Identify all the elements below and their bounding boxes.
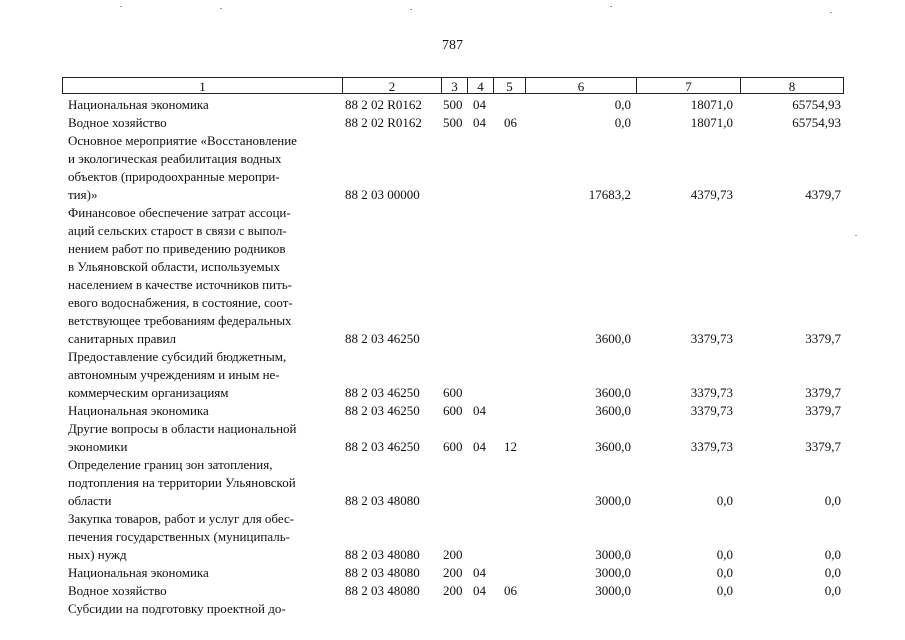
description-line: Определение границ зон затопления, xyxy=(68,457,273,472)
description-line: автономным учреждениям и иным не- xyxy=(68,367,280,382)
row-description xyxy=(68,204,336,348)
row-value-col8: 65754,93 xyxy=(792,97,841,112)
row-value-col8: 0,0 xyxy=(824,493,841,508)
description-line: Другие вопросы в области национальной xyxy=(68,421,297,436)
row-value-col6: 3000,0 xyxy=(595,583,631,598)
header-col-2: 2 xyxy=(342,77,441,94)
description-line: области xyxy=(68,493,112,508)
row-value-col8: 3379,7 xyxy=(805,331,841,346)
description-line: Национальная экономика xyxy=(68,565,209,580)
row-value-col6: 3000,0 xyxy=(595,565,631,580)
row-value-col7: 0,0 xyxy=(716,583,733,598)
row-expense-type: 200 xyxy=(443,565,463,580)
description-line: тия)» xyxy=(68,187,98,202)
description-line: Субсидии на подготовку проектной до- xyxy=(68,601,286,616)
row-value-col6: 3000,0 xyxy=(595,493,631,508)
row-description xyxy=(68,96,336,114)
row-value-col7: 4379,73 xyxy=(690,187,733,202)
row-code: 88 2 03 48080 xyxy=(345,583,420,598)
row-code: 88 2 03 48080 xyxy=(345,565,420,580)
row-value-col8: 3379,7 xyxy=(805,439,841,454)
table-row xyxy=(0,456,905,510)
row-value-col6: 0,0 xyxy=(614,115,631,130)
row-code: 88 2 03 46250 xyxy=(345,385,420,400)
description-line: нением работ по приведению родников xyxy=(68,241,286,256)
table-row xyxy=(0,510,905,564)
table-body xyxy=(0,96,905,618)
row-expense-type: 500 xyxy=(443,97,463,112)
row-value-col7: 18071,0 xyxy=(690,97,733,112)
row-value-col8: 3379,7 xyxy=(805,385,841,400)
row-description xyxy=(68,456,336,510)
row-description xyxy=(68,564,336,582)
row-description xyxy=(68,510,336,564)
description-line: печения государственных (муниципаль- xyxy=(68,529,291,544)
description-line: Национальная экономика xyxy=(68,97,209,112)
description-line: Национальная экономика xyxy=(68,403,209,418)
description-line: Финансовое обеспечение затрат ассоци- xyxy=(68,205,291,220)
description-line: и экологическая реабилитация водных xyxy=(68,151,282,166)
table-header xyxy=(0,77,905,95)
row-code: 88 2 03 46250 xyxy=(345,439,420,454)
header-col-5: 5 xyxy=(493,77,525,94)
row-value-col6: 3600,0 xyxy=(595,439,631,454)
row-section: 04 xyxy=(473,115,486,130)
row-value-col6: 17683,2 xyxy=(588,187,631,202)
description-line: ветствующее требованиям федеральных xyxy=(68,313,292,328)
row-value-col6: 3600,0 xyxy=(595,403,631,418)
row-value-col7: 3379,73 xyxy=(690,403,733,418)
description-line: Закупка товаров, работ и услуг для обес- xyxy=(68,511,295,526)
row-section: 04 xyxy=(473,583,486,598)
table-row xyxy=(0,96,905,114)
row-description xyxy=(68,600,336,618)
row-subsection: 06 xyxy=(504,115,517,130)
header-col-1: 1 xyxy=(62,77,342,94)
row-section: 04 xyxy=(473,565,486,580)
row-code: 88 2 03 46250 xyxy=(345,331,420,346)
scan-speck xyxy=(610,6,612,7)
row-subsection: 06 xyxy=(504,583,517,598)
table-row xyxy=(0,114,905,132)
row-description xyxy=(68,582,336,600)
description-line: Водное хозяйство xyxy=(68,583,167,598)
header-col-3: 3 xyxy=(441,77,467,94)
row-value-col7: 18071,0 xyxy=(690,115,733,130)
description-line: санитарных правил xyxy=(68,331,176,346)
row-description xyxy=(68,348,336,402)
description-line: ных) нужд xyxy=(68,547,127,562)
row-value-col6: 3000,0 xyxy=(595,547,631,562)
row-value-col8: 65754,93 xyxy=(792,115,841,130)
description-line: экономики xyxy=(68,439,128,454)
description-line: в Ульяновской области, используемых xyxy=(68,259,280,274)
row-code: 88 2 02 R0162 xyxy=(345,115,422,130)
description-line: евого водоснабжения, в состояние, соот- xyxy=(68,295,293,310)
description-line: Предоставление субсидий бюджетным, xyxy=(68,349,287,364)
table-row xyxy=(0,402,905,420)
table-row xyxy=(0,348,905,402)
row-code: 88 2 03 48080 xyxy=(345,493,420,508)
description-line: объектов (природоохранные меропри- xyxy=(68,169,280,184)
description-line: коммерческим организациям xyxy=(68,385,229,400)
scan-speck xyxy=(220,8,222,9)
table-row xyxy=(0,420,905,456)
row-code: 88 2 03 46250 xyxy=(345,403,420,418)
scan-speck xyxy=(120,6,122,7)
row-value-col8: 0,0 xyxy=(824,547,841,562)
row-code: 88 2 03 48080 xyxy=(345,547,420,562)
row-value-col7: 3379,73 xyxy=(690,385,733,400)
row-code: 88 2 02 R0162 xyxy=(345,97,422,112)
row-value-col8: 0,0 xyxy=(824,565,841,580)
scan-speck xyxy=(855,235,857,236)
description-line: населением в качестве источников пить- xyxy=(68,277,293,292)
row-value-col6: 0,0 xyxy=(614,97,631,112)
header-col-4: 4 xyxy=(467,77,493,94)
row-expense-type: 200 xyxy=(443,583,463,598)
row-value-col7: 0,0 xyxy=(716,565,733,580)
row-section: 04 xyxy=(473,97,486,112)
row-value-col7: 0,0 xyxy=(716,493,733,508)
row-value-col7: 3379,73 xyxy=(690,331,733,346)
row-expense-type: 200 xyxy=(443,547,463,562)
table-row xyxy=(0,600,905,618)
row-description xyxy=(68,402,336,420)
row-section: 04 xyxy=(473,403,486,418)
row-description xyxy=(68,420,336,456)
row-description xyxy=(68,132,336,204)
row-value-col7: 0,0 xyxy=(716,547,733,562)
table-row xyxy=(0,204,905,348)
row-expense-type: 600 xyxy=(443,385,463,400)
table-row xyxy=(0,564,905,582)
scan-speck xyxy=(410,9,412,10)
header-col-8: 8 xyxy=(740,77,844,94)
row-value-col8: 0,0 xyxy=(824,583,841,598)
row-expense-type: 500 xyxy=(443,115,463,130)
description-line: Основное мероприятие «Восстановление xyxy=(68,133,297,148)
row-expense-type: 600 xyxy=(443,403,463,418)
table-row xyxy=(0,132,905,204)
description-line: аций сельских старост в связи с выпол- xyxy=(68,223,287,238)
row-value-col8: 3379,7 xyxy=(805,403,841,418)
row-section: 04 xyxy=(473,439,486,454)
description-line: подтопления на территории Ульяновской xyxy=(68,475,296,490)
row-value-col6: 3600,0 xyxy=(595,331,631,346)
row-expense-type: 600 xyxy=(443,439,463,454)
row-subsection: 12 xyxy=(504,439,517,454)
row-code: 88 2 03 00000 xyxy=(345,187,420,202)
row-value-col7: 3379,73 xyxy=(690,439,733,454)
header-col-6: 6 xyxy=(525,77,636,94)
row-value-col6: 3600,0 xyxy=(595,385,631,400)
table-row xyxy=(0,582,905,600)
row-description xyxy=(68,114,336,132)
description-line: Водное хозяйство xyxy=(68,115,167,130)
row-value-col8: 4379,7 xyxy=(805,187,841,202)
header-col-7: 7 xyxy=(636,77,740,94)
page-number: 787 xyxy=(442,38,463,53)
scan-speck xyxy=(830,12,832,13)
